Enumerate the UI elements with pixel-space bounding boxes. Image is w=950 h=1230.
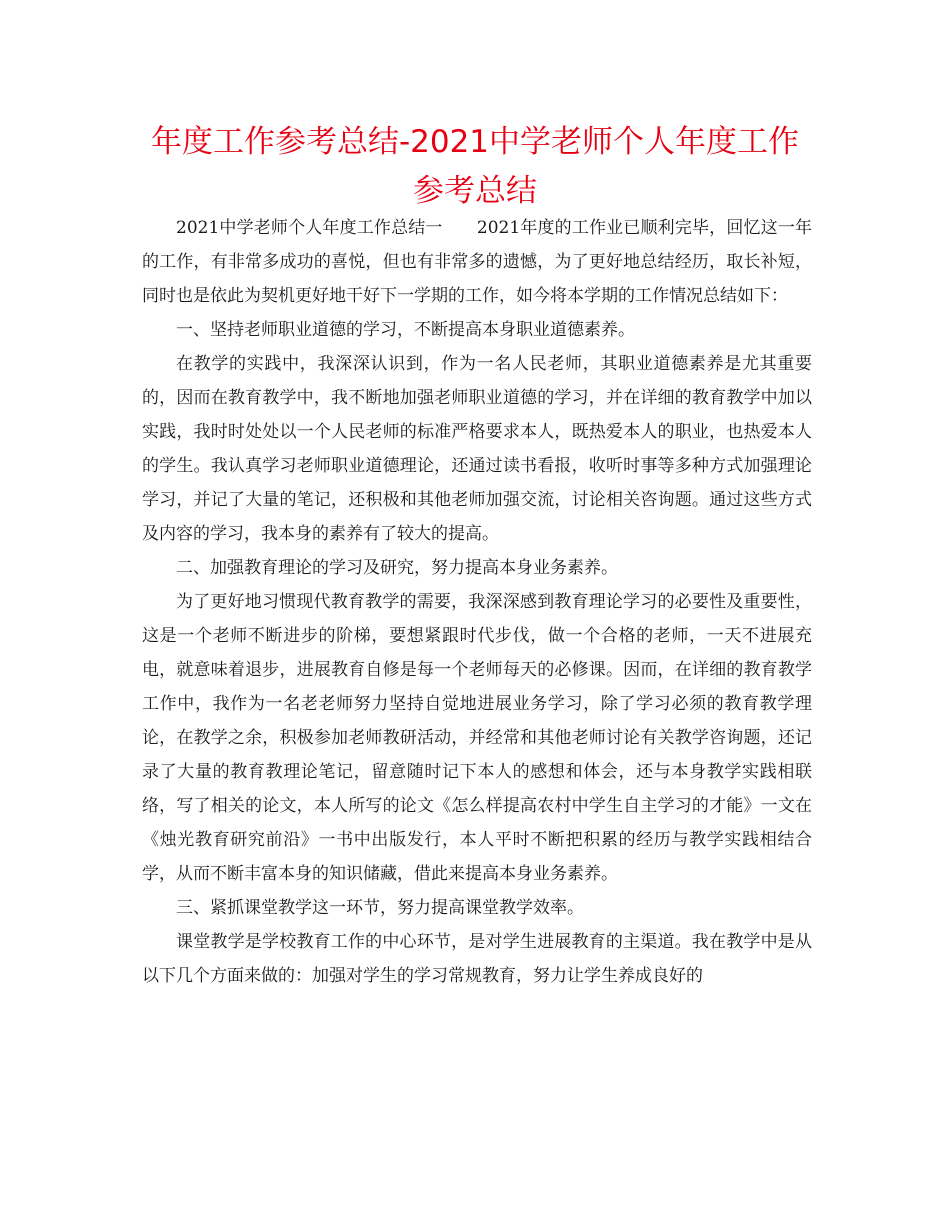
paragraph-intro: 2021中学老师个人年度工作总结一 2021年度的工作业已顺利完毕，回忆这一年的工作，有非常多成功的喜悦，但也有非常多的遗憾，为了更好地总结经历，取长补短，同时也是依此为契机更好地干好下一学期的工作，如今将本学期的工作情况总结如下：: [142, 218, 812, 306]
document-title-line-1: 年度工作参考总结-2021中学老师个人年度工作: [150, 124, 800, 160]
document-title-line-2: 参考总结: [413, 173, 537, 209]
section-heading-1: 一、坚持老师职业道德的学习，不断提高本身职业道德素养。: [176, 320, 635, 340]
paragraph-section-2: 为了更好地习惯现代教育教学的需要，我深深感到教育理论学习的必要性及重要性，这是一个老师不断进步的阶梯，要想紧跟时代步伐，做一个合格的老师，一天不进展充电，就意味着退步，进展教育自修是每一个老师每天的必修课。因而，在详细的教育教学工作中，我作为一名老老师努力坚持自觉地进展业务学习，除了学习必须的教育教学理论，在教学之余，积极参加老师教研活动，并经常和其他老师讨论有关教学咨询题，还记录了大量的教育教理论笔记，留意随时记下本人的感想和体会，还与本身教学实践相联络，写了相关的论文，本人所写的论文《怎么样提高农村中学生自主学习的才能》一文在《烛光教育研究前沿》一书中出版发行，本人平时不断把积累的经历与教学实践相结合学，从而不断丰富本身的知识储藏，借此来提高本身业务素养。: [142, 592, 812, 884]
paragraph-section-3: 课堂教学是学校教育工作的中心环节，是对学生进展教育的主渠道。我在教学中是从以下几个方面来做的：加强对学生的学习常规教育，努力让学生养成良好的: [142, 932, 812, 986]
section-heading-3: 三、紧抓课堂教学这一环节，努力提高课堂教学效率。: [176, 898, 584, 918]
document-body: [142, 211, 812, 993]
section-heading-2: 二、加强教育理论的学习及研究，努力提高本身业务素养。: [176, 558, 618, 578]
paragraph-section-1: 在教学的实践中，我深深认识到，作为一名人民老师，其职业道德素养是尤其重要的，因而在教育教学中，我不断地加强老师职业道德的学习，并在详细的教育教学中加以实践，我时时处处以一个人民老师的标准严格要求本人，既热爱本人的职业，也热爱本人的学生。我认真学习老师职业道德理论，还通过读书看报，收听时事等多种方式加强理论学习，并记了大量的笔记，还积极和其他老师加强交流，讨论相关咨询题。通过这些方式及内容的学习，我本身的素养有了较大的提高。: [142, 354, 812, 544]
